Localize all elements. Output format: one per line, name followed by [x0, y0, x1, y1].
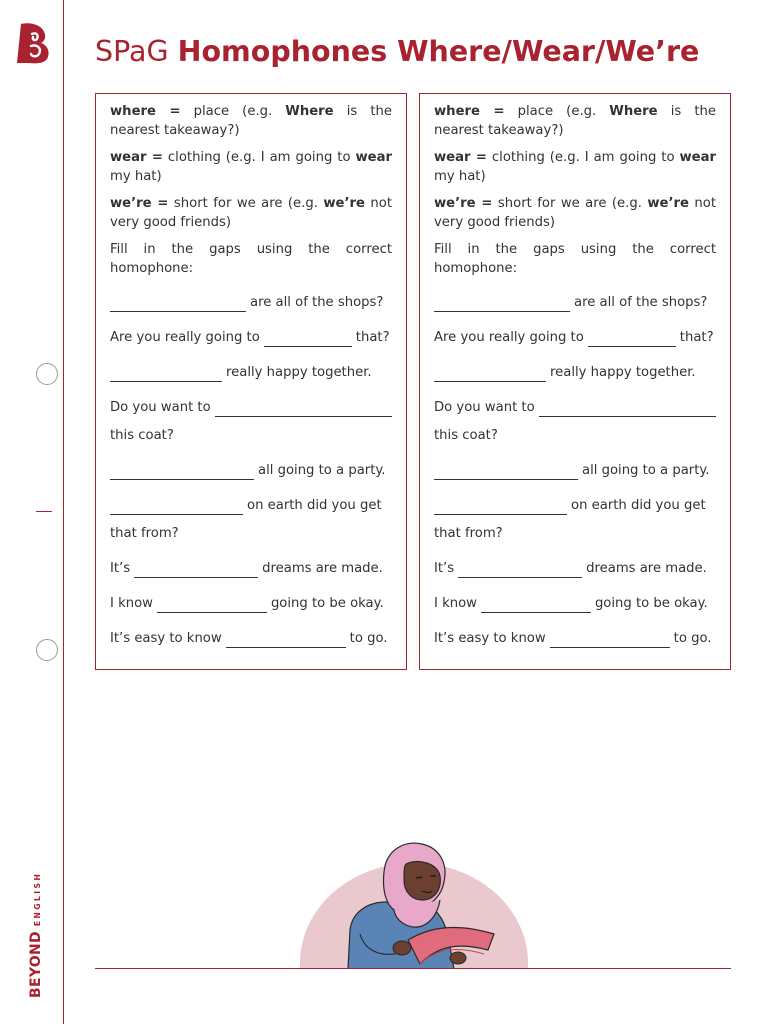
- sentence-text: to go.: [673, 631, 712, 646]
- exercise-sentence: [434, 496, 716, 515]
- girl-reading-illustration: [298, 838, 530, 969]
- sentence-text: It’s easy to know: [110, 631, 222, 646]
- exercise-sentence: [434, 363, 716, 382]
- exercise-sentence: [110, 328, 392, 347]
- exercise-sentence: [110, 363, 392, 382]
- worksheet-card-left: [95, 93, 407, 670]
- definition-term: where =: [434, 104, 505, 119]
- bottom-rule: [95, 968, 731, 969]
- sentence-text: going to be okay.: [270, 596, 384, 611]
- binder-hole: [36, 639, 58, 661]
- exercise-sentence: [110, 559, 392, 578]
- definition: [110, 102, 392, 140]
- sentence-text: Do you want to: [110, 400, 211, 415]
- definition-example-word: wear: [679, 150, 717, 165]
- instruction: Fill in the gaps using the correct homophone:: [110, 242, 392, 276]
- definition-text: place (e.g.: [180, 104, 286, 119]
- definition-text: my hat): [434, 169, 486, 184]
- exercise-sentence: [110, 629, 392, 648]
- exercise-sentence: [434, 293, 716, 312]
- page-title: [95, 35, 699, 68]
- sentence-text: to go.: [349, 631, 388, 646]
- sentence-text: really happy together.: [226, 365, 372, 380]
- definition-term: wear =: [110, 150, 163, 165]
- exercise-sentence: [434, 328, 716, 347]
- title-prefix: SPaG: [95, 35, 169, 68]
- exercise-sentence: [434, 559, 716, 578]
- blank-line[interactable]: [110, 369, 222, 382]
- sentence-text: It’s easy to know: [434, 631, 546, 646]
- sentence-text: going to be okay.: [594, 596, 708, 611]
- exercise-sentence: [110, 461, 392, 480]
- margin-line: [63, 0, 64, 1024]
- sentence-text: on earth did you get: [571, 498, 706, 513]
- definition-example-word: Where: [609, 104, 658, 119]
- exercise-continuation: this coat?: [434, 428, 498, 443]
- definition-text: is the nearest takeaway?): [110, 104, 392, 138]
- definition-term: wear =: [434, 150, 487, 165]
- exercise-sentence: [434, 594, 716, 613]
- definition-text: my hat): [110, 169, 162, 184]
- blank-line[interactable]: [226, 635, 346, 648]
- blank-line[interactable]: [434, 369, 546, 382]
- fold-mark: [36, 511, 52, 512]
- blank-line[interactable]: [110, 467, 254, 480]
- blank-line[interactable]: [434, 299, 570, 312]
- sentence-text: Are you really going to: [434, 330, 584, 345]
- definition-text: short for we are (e.g.: [168, 196, 324, 211]
- blank-line[interactable]: [264, 334, 352, 347]
- sentence-text: dreams are made.: [262, 561, 383, 576]
- sentence-text: dreams are made.: [586, 561, 707, 576]
- binder-hole: [36, 363, 58, 385]
- blank-line[interactable]: [110, 502, 243, 515]
- blank-line[interactable]: [134, 565, 258, 578]
- definition: [434, 148, 716, 186]
- definition-text: not very good friends): [110, 196, 393, 230]
- definition-example-word: Where: [285, 104, 334, 119]
- blank-line[interactable]: [157, 600, 267, 613]
- definition-example-word: we’re: [647, 196, 689, 211]
- exercise-continuation: that from?: [110, 526, 179, 541]
- definition-example-word: wear: [355, 150, 393, 165]
- brand-vertical: [22, 842, 44, 998]
- definition: [110, 194, 392, 232]
- sentence-text: are all of the shops?: [250, 295, 384, 310]
- sentence-text: all going to a party.: [258, 463, 386, 478]
- blank-line[interactable]: [458, 565, 582, 578]
- definition-text: not very good friends): [434, 196, 717, 230]
- sentence-text: I know: [110, 596, 153, 611]
- definition-term: where =: [110, 104, 181, 119]
- exercise-sentence: [110, 594, 392, 613]
- definition-text: is the nearest takeaway?): [434, 104, 716, 138]
- definition-term: we’re =: [110, 196, 169, 211]
- exercise-sentence: [434, 398, 716, 417]
- brand-sub: ENGLISH: [33, 871, 42, 927]
- blank-line[interactable]: [588, 334, 676, 347]
- exercise-sentence: [110, 496, 392, 515]
- exercise-sentence: [434, 629, 716, 648]
- exercise-continuation: that from?: [434, 526, 503, 541]
- sentence-text: Do you want to: [434, 400, 535, 415]
- sentence-text: on earth did you get: [247, 498, 382, 513]
- blank-line[interactable]: [539, 404, 716, 417]
- exercise-sentence: [110, 293, 392, 312]
- instruction: Fill in the gaps using the correct homophone:: [434, 242, 716, 276]
- blank-line[interactable]: [550, 635, 670, 648]
- blank-line[interactable]: [481, 600, 591, 613]
- definition: [110, 148, 392, 186]
- definition: [434, 102, 716, 140]
- sentence-text: It’s: [110, 561, 131, 576]
- definition-text: short for we are (e.g.: [492, 196, 648, 211]
- definition-term: we’re =: [434, 196, 493, 211]
- sentence-text: that?: [679, 330, 714, 345]
- definition: [434, 194, 716, 232]
- sentence-text: Are you really going to: [110, 330, 260, 345]
- sentence-text: It’s: [434, 561, 455, 576]
- brand-word: BEYOND: [28, 931, 44, 998]
- blank-line[interactable]: [110, 299, 246, 312]
- sentence-text: that?: [355, 330, 390, 345]
- blank-line[interactable]: [434, 467, 578, 480]
- sentence-text: all going to a party.: [582, 463, 710, 478]
- exercise-sentence: [110, 398, 392, 417]
- worksheet-card-right: [419, 93, 731, 670]
- sentence-text: I know: [434, 596, 477, 611]
- blank-line[interactable]: [215, 404, 392, 417]
- beyond-logo-icon: [15, 22, 51, 64]
- exercise-sentence: [434, 461, 716, 480]
- exercise-continuation: this coat?: [110, 428, 174, 443]
- definition-text: clothing (e.g. I am going to: [162, 150, 356, 165]
- title-main: Homophones Where/Wear/We’re: [177, 35, 700, 68]
- blank-line[interactable]: [434, 502, 567, 515]
- definition-text: place (e.g.: [504, 104, 610, 119]
- sentence-text: are all of the shops?: [574, 295, 708, 310]
- definition-text: clothing (e.g. I am going to: [486, 150, 680, 165]
- sentence-text: really happy together.: [550, 365, 696, 380]
- definition-example-word: we’re: [323, 196, 365, 211]
